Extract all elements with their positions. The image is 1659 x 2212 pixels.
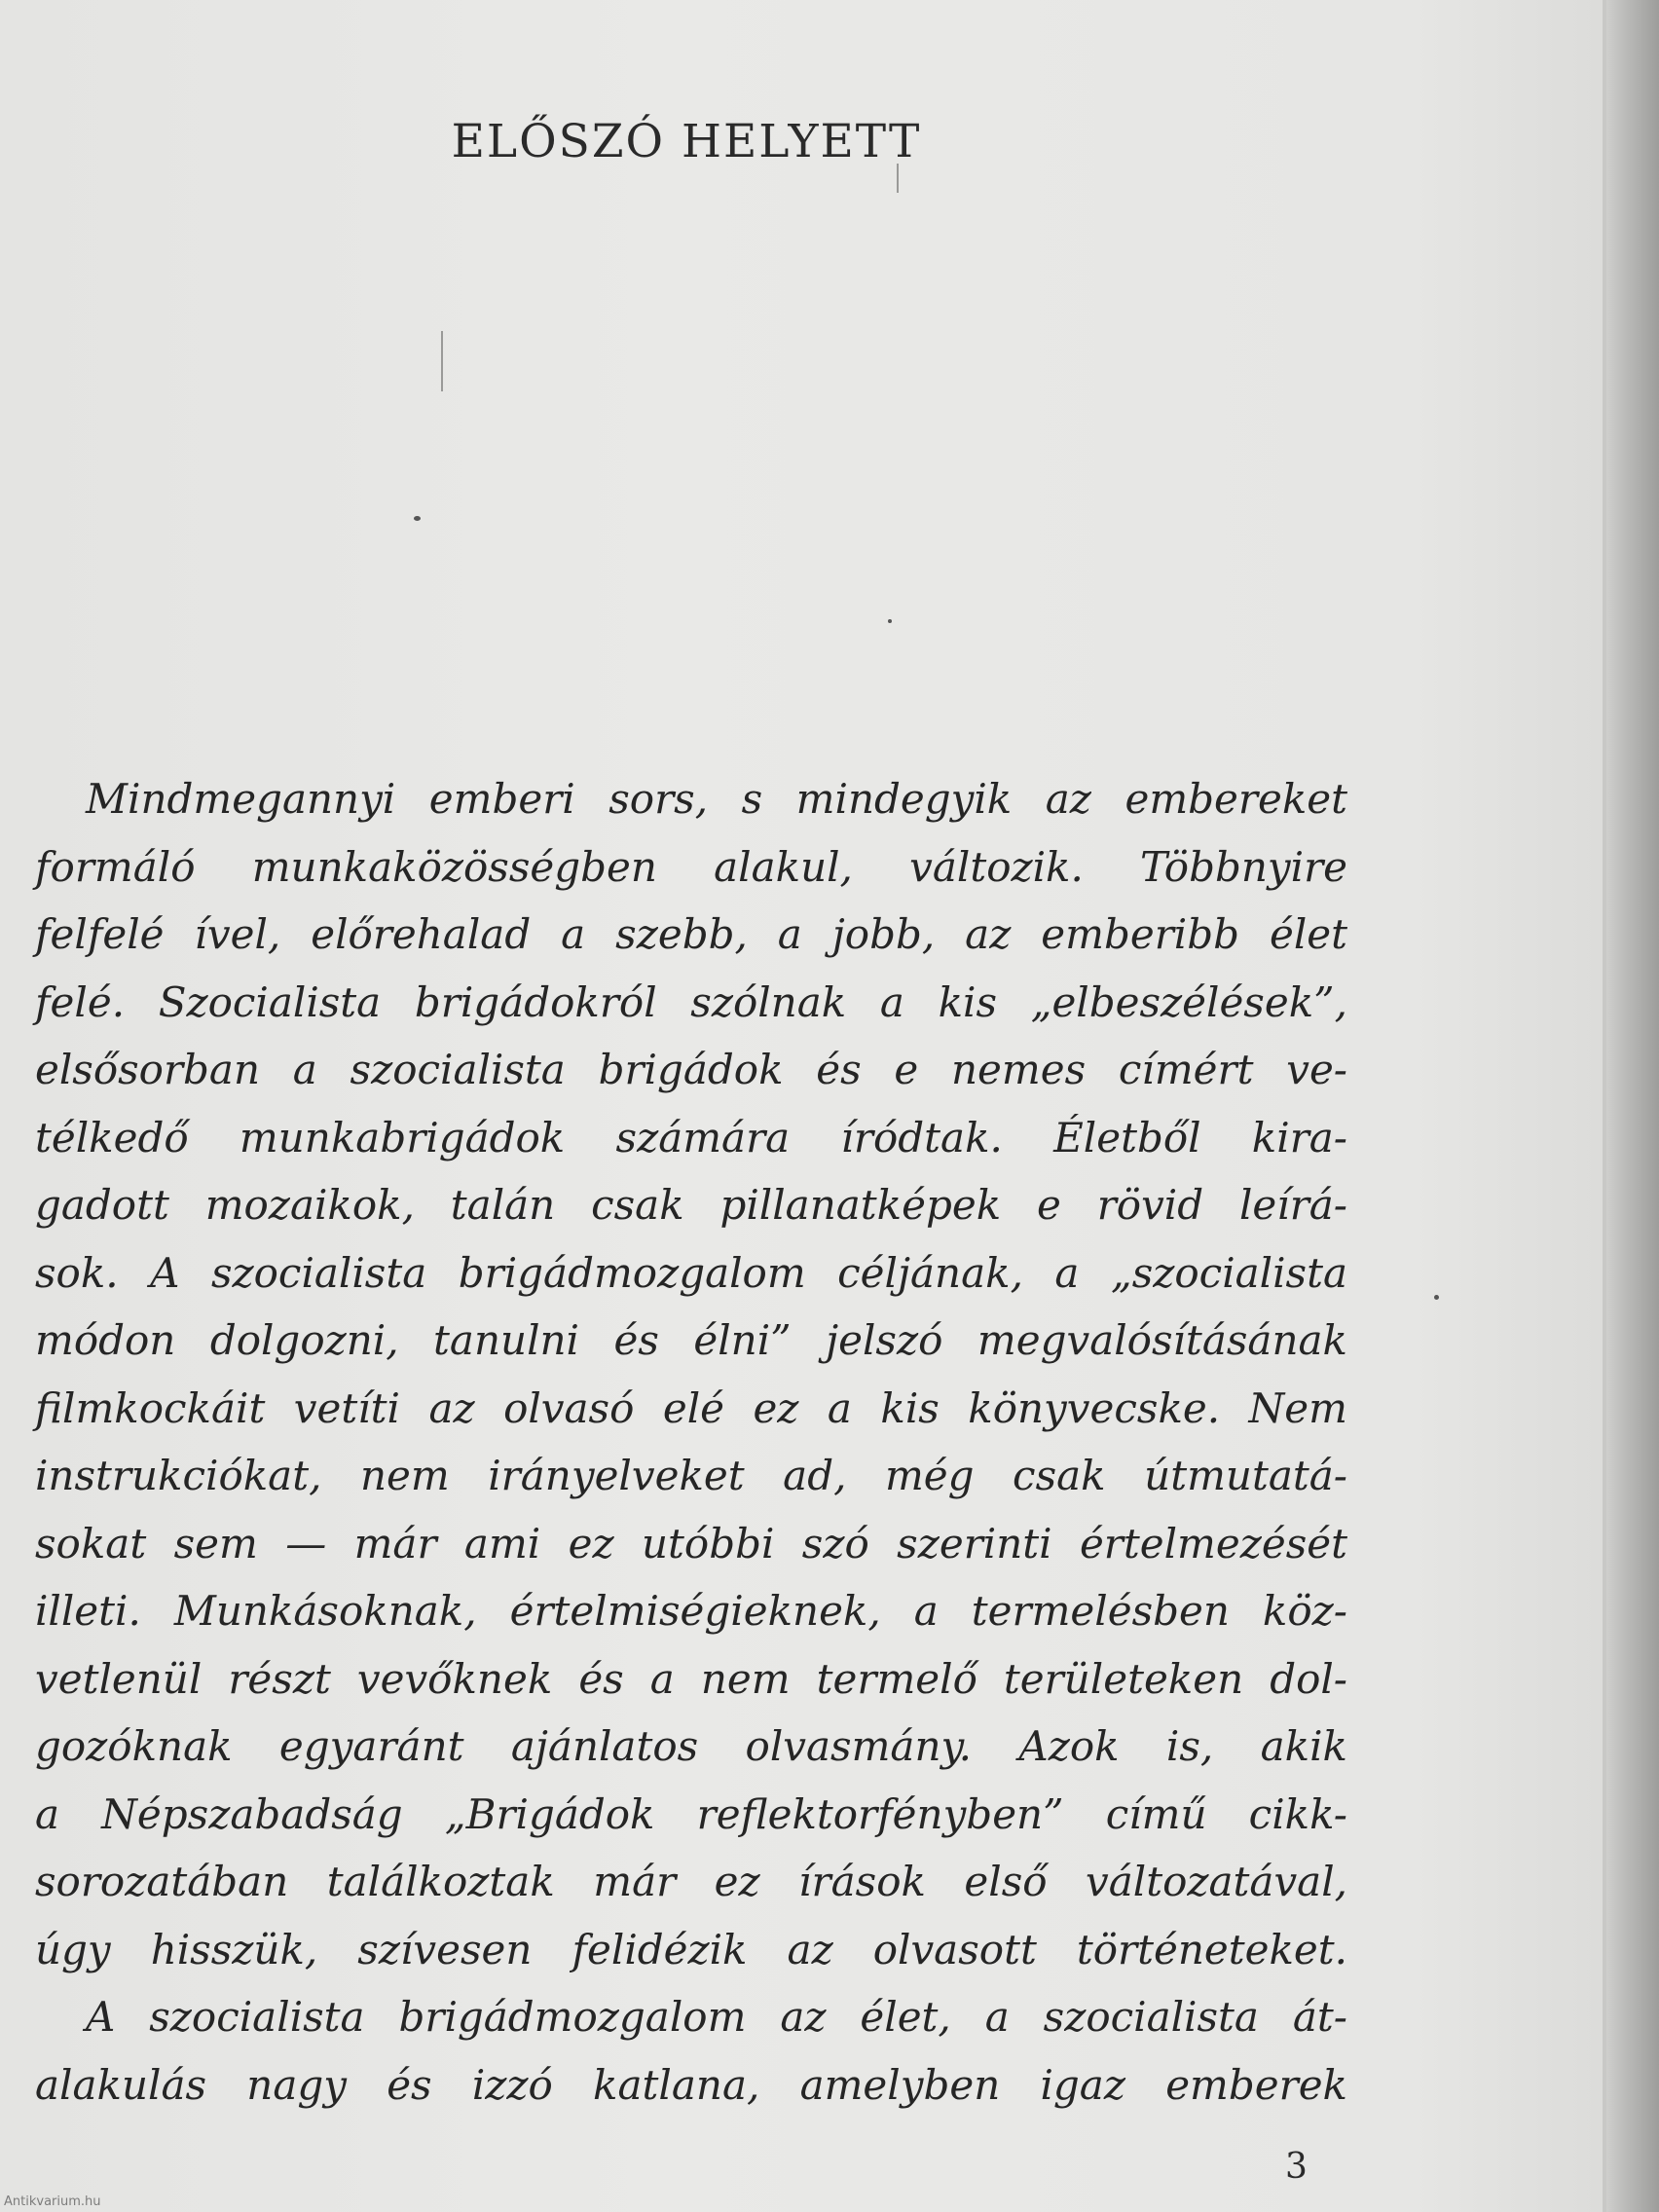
text-line: vetlenül részt vevőknek és a nem termelő területeken dol- bbox=[35, 1654, 1347, 1703]
text-line: A szocialista brigádmozgalom az élet, a szocialista át- bbox=[86, 1993, 1347, 2041]
page-number: 3 bbox=[1285, 2147, 1308, 2187]
text-line: filmkockáit vetíti az olvasó elé ez a kis könyvecske. Nem bbox=[35, 1383, 1347, 1432]
text-line: formáló munkaközösségben alakul, változik. Többnyire bbox=[35, 842, 1347, 891]
scan-speck bbox=[888, 619, 892, 623]
scan-speck bbox=[414, 516, 421, 521]
chapter-title: ELŐSZÓ HELYETT bbox=[451, 115, 922, 168]
text-line: gadott mozaikok, talán csak pillanatképek e rövid leírá- bbox=[35, 1181, 1347, 1229]
scan-scratch bbox=[441, 331, 443, 391]
body-text bbox=[35, 765, 1347, 2119]
text-line: a Népszabadság „Brigádok reflektorfényben” című cikk- bbox=[35, 1789, 1347, 1838]
text-line: módon dolgozni, tanulni és élni” jelszó megvalósításának bbox=[35, 1316, 1347, 1364]
text-line: Mindmegannyi emberi sors, s mindegyik az embereket bbox=[86, 775, 1347, 823]
text-line: felé. Szocialista brigádokról szólnak a kis „elbeszélések”, bbox=[35, 977, 1347, 1026]
text-line: instrukciókat, nem irányelveket ad, még csak útmutatá- bbox=[35, 1452, 1347, 1499]
text-line: úgy hisszük, szívesen felidézik az olvasott történeteket. bbox=[35, 1925, 1347, 1973]
text-line: elsősorban a szocialista brigádok és e nemes címért ve- bbox=[35, 1046, 1347, 1093]
text-line: gozóknak egyaránt ajánlatos olvasmány. Azok is, akik bbox=[35, 1722, 1347, 1770]
text-line: felfelé ível, előrehalad a szebb, a jobb, az emberibb élet bbox=[35, 910, 1347, 958]
page-binding-shadow bbox=[1606, 0, 1659, 2212]
scan-speck bbox=[1434, 1295, 1439, 1300]
paragraph-1 bbox=[35, 765, 1347, 1983]
paragraph-2 bbox=[35, 1983, 1347, 2119]
watermark: Antikvarium.hu bbox=[4, 2194, 101, 2209]
text-line: sok. A szocialista brigádmozgalom céljának, a „szocialista bbox=[35, 1248, 1347, 1297]
text-line: sorozatában találkoztak már ez írások első változatával, bbox=[35, 1858, 1347, 1905]
text-line: alakulás nagy és izzó katlana, amelyben igaz emberek bbox=[35, 2060, 1347, 2109]
text-line: télkedő munkabrigádok számára íródtak. Életből kira- bbox=[35, 1113, 1347, 1161]
text-line: illeti. Munkásoknak, értelmiségieknek, a termelésben köz- bbox=[35, 1587, 1347, 1635]
text-line: sokat sem — már ami ez utóbbi szó szerinti értelmezését bbox=[35, 1519, 1347, 1567]
